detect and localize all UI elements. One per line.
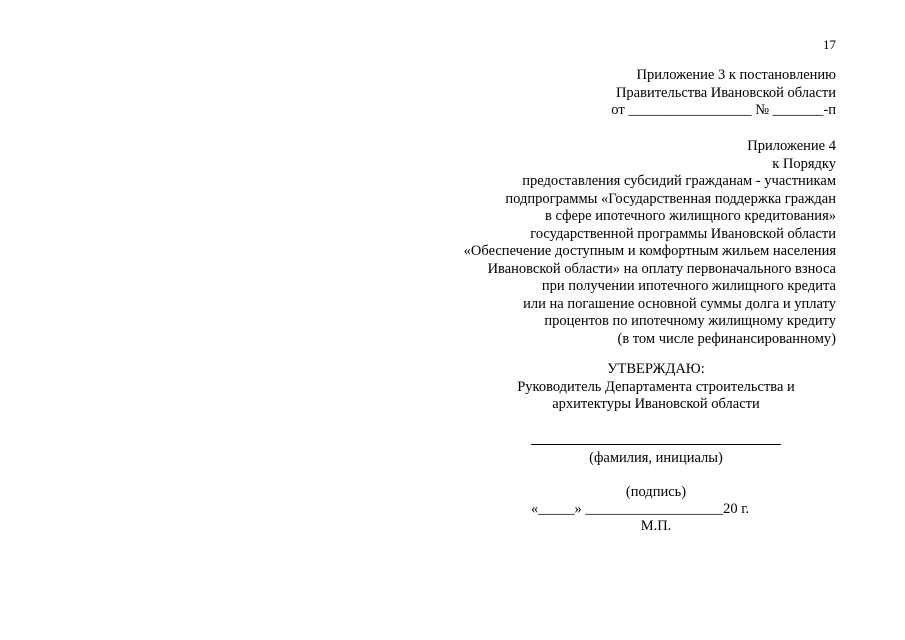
approval-line: Руководитель Департамента строительства и xyxy=(517,378,795,395)
appendix-4-line: предоставления субсидий гражданам - участникам xyxy=(522,173,836,189)
page-number: 17 xyxy=(823,37,836,52)
appendix-4-line: к Порядку xyxy=(772,155,836,172)
approval-heading: УТВЕРЖДАЮ: xyxy=(607,361,705,377)
stamp-label: М.П. xyxy=(640,518,672,534)
appendix-3-line: Приложение 3 к постановлению xyxy=(636,67,836,83)
appendix-4-line: в сфере ипотечного жилищного кредитования» xyxy=(545,208,836,224)
appendix-3-line: Правительства Ивановской области xyxy=(615,84,836,101)
appendix-4-line: процентов по ипотечному жилищному кредиту xyxy=(544,313,836,329)
appendix-4-line: Приложение 4 xyxy=(747,138,836,154)
appendix-3-header xyxy=(611,67,836,120)
appendix-4-line: «Обеспечение доступным и комфортным жильем населения xyxy=(463,243,836,259)
appendix-4-line: при получении ипотечного жилищного кредита xyxy=(541,278,836,294)
appendix-3-line: от _________________ № _______-п xyxy=(611,102,836,118)
name-underline xyxy=(531,444,781,445)
appendix-4-line: (в том числе рефинансированному) xyxy=(617,330,836,347)
name-caption: (фамилия, инициалы) xyxy=(589,450,723,466)
appendix-4-header xyxy=(464,138,836,348)
appendix-4-line: подпрограммы «Государственная поддержка граждан xyxy=(505,190,836,207)
date-line: «_____» ___________________20 г. xyxy=(531,501,750,517)
appendix-4-line: государственной программы Ивановской области xyxy=(530,225,836,242)
appendix-4-line: или на погашение основной суммы долга и уплату xyxy=(523,295,836,312)
approval-block xyxy=(466,361,846,414)
signature-caption: (подпись) xyxy=(625,484,687,500)
approval-line: архитектуры Ивановской области xyxy=(552,396,760,412)
appendix-4-line: Ивановской области» на оплату первоначального взноса xyxy=(487,260,836,277)
